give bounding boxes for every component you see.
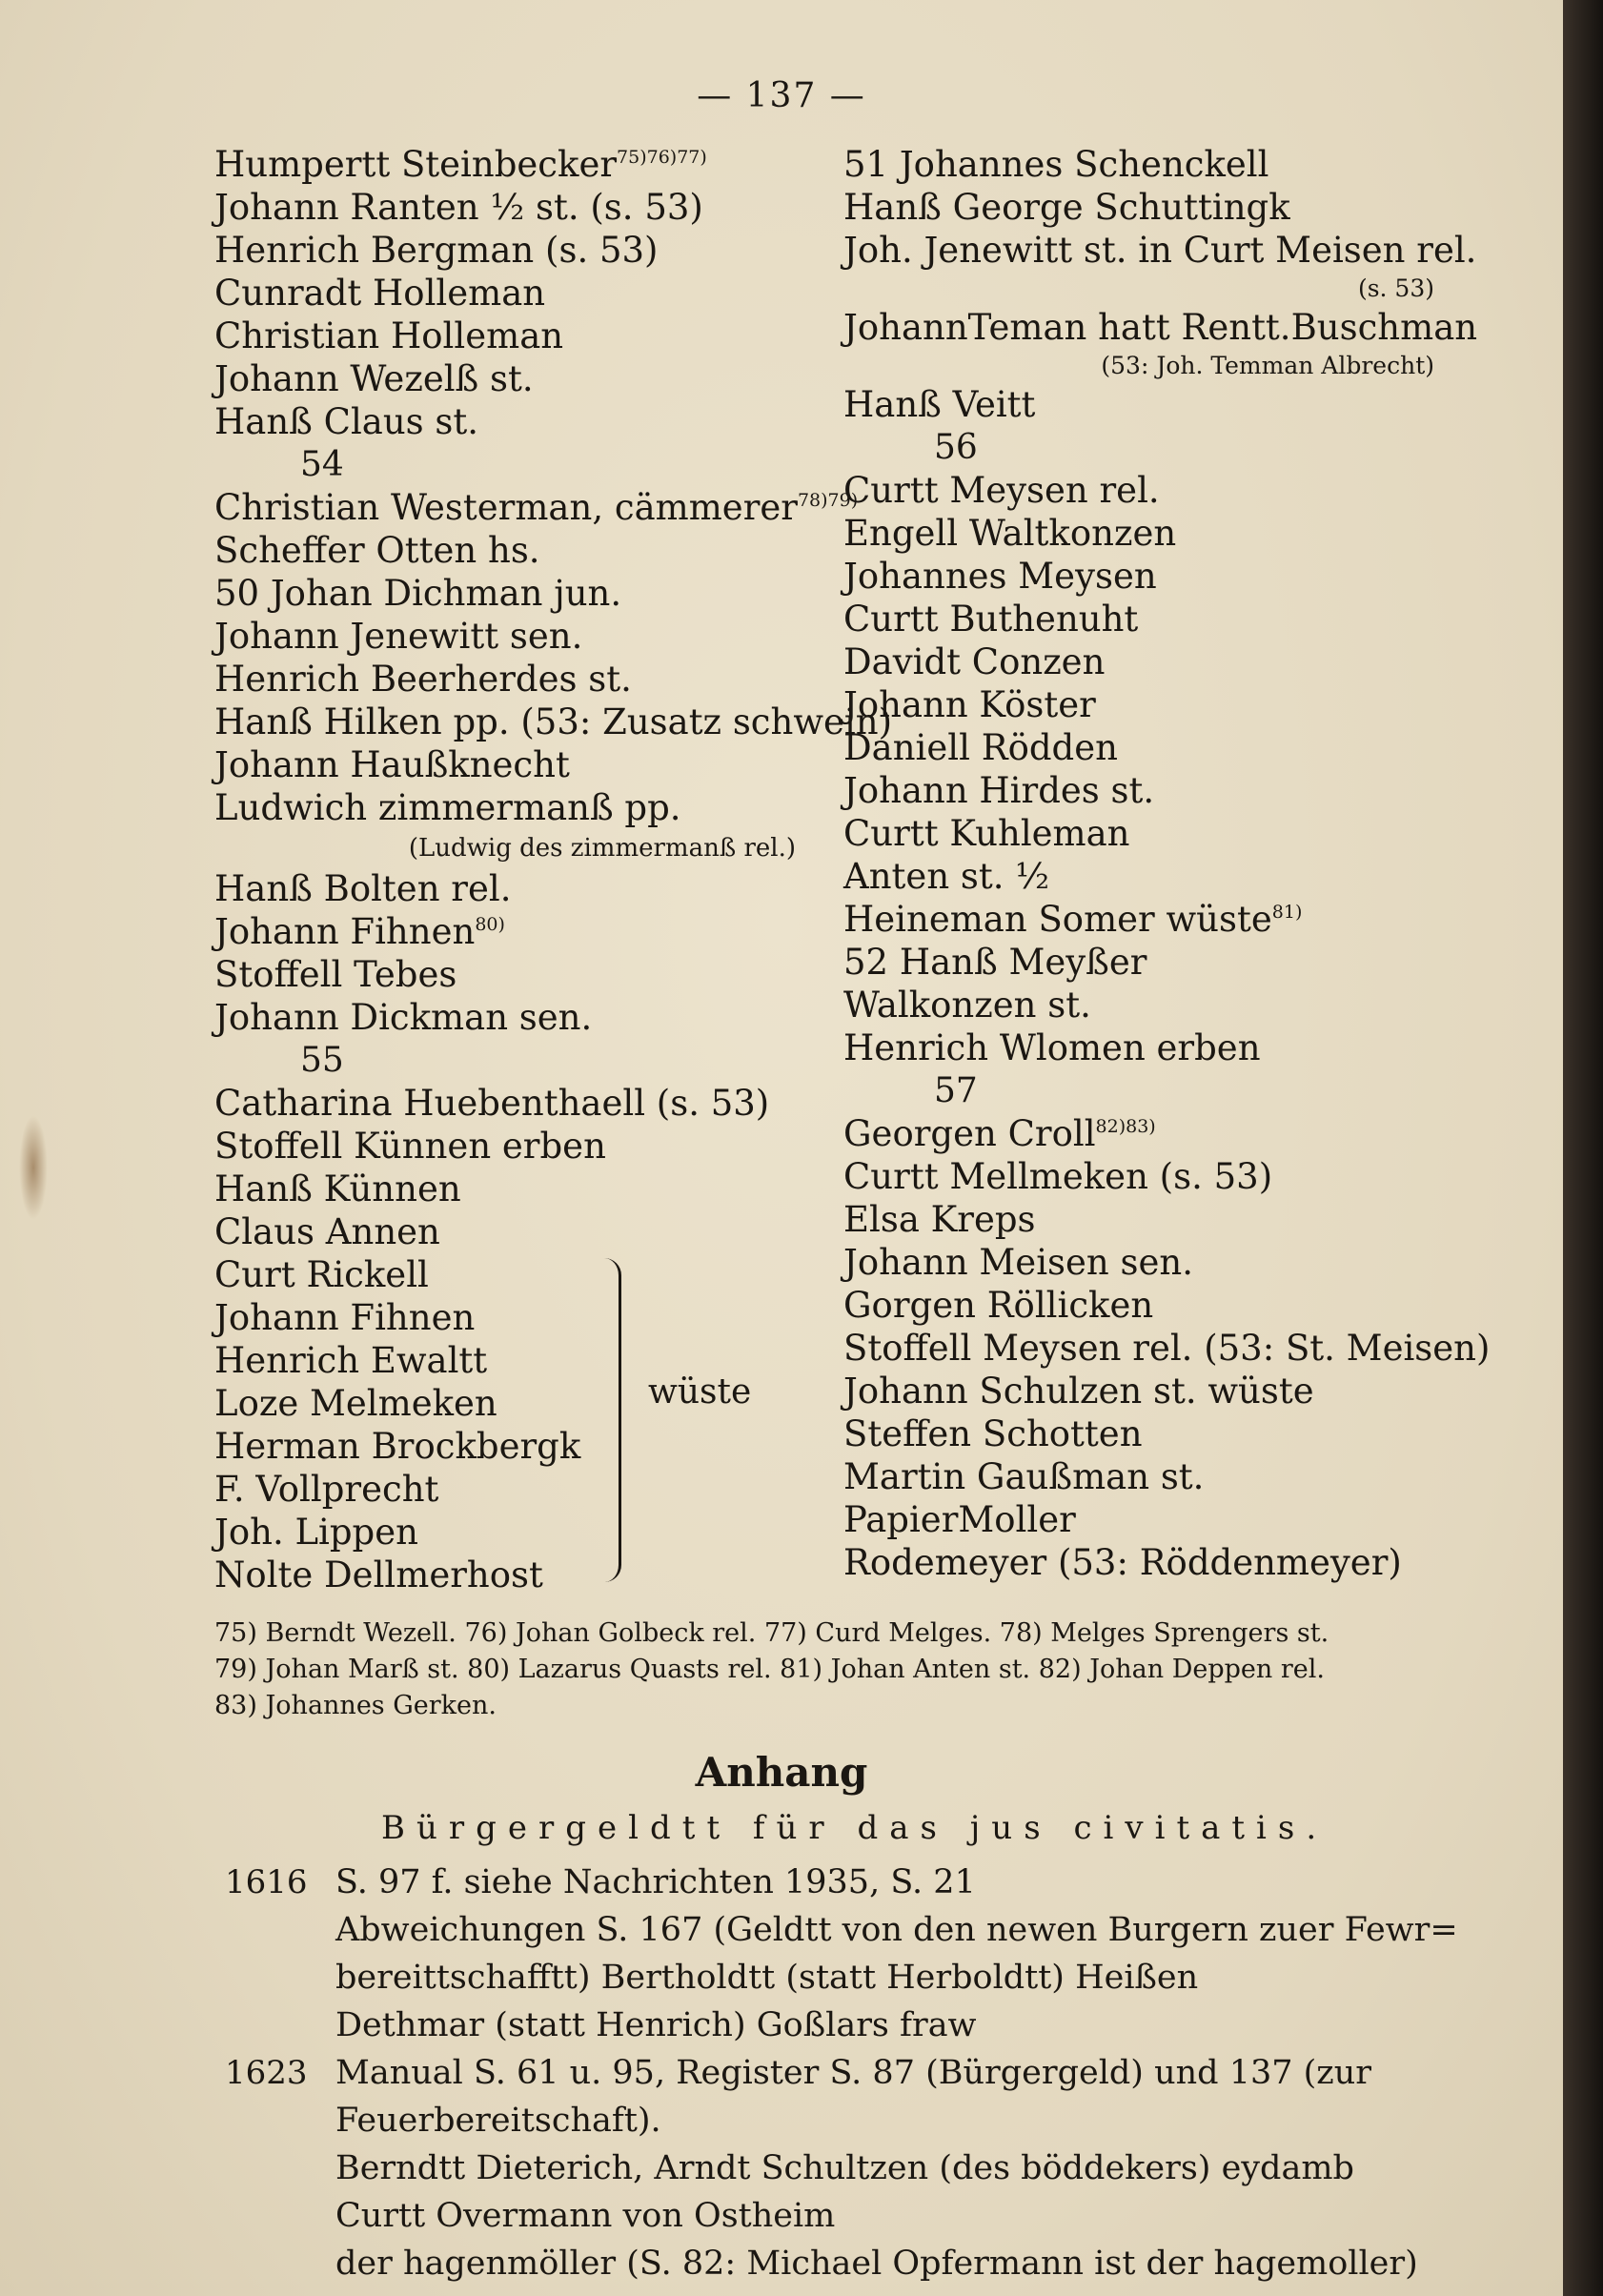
register-entry-text: Henrich Wlomen erben — [843, 1027, 1261, 1068]
register-entry — [214, 400, 815, 443]
register-entry — [214, 1210, 815, 1253]
footnote-line: 75) Berndt Wezell. 76) Johan Golbeck rel. 77) Curd Melges. 78) Melges Sprengers st. — [214, 1618, 1329, 1648]
register-entry — [214, 272, 815, 315]
register-entry-text: Stoffell Künnen erben — [214, 1126, 606, 1167]
register-entry-text: Johann Hirdes st. — [843, 770, 1155, 811]
register-entry-text: Christian Westerman, cämmerer — [214, 487, 798, 528]
register-entry — [214, 1168, 815, 1210]
register-entry — [843, 186, 1434, 229]
register-entry — [843, 726, 1434, 769]
register-entry — [214, 1253, 815, 1296]
register-entry — [214, 1039, 815, 1082]
register-entry-text: (53: Joh. Temman Albrecht) — [1101, 352, 1434, 379]
appendix-text: der hagenmöller (S. 82: Michael Opfermann ist der hagemoller) — [335, 2245, 1418, 2283]
appendix-line — [225, 1906, 1464, 1954]
register-entry — [843, 1155, 1434, 1198]
register-entry-text: Joh. Jenewitt st. in Curt Meisen rel. — [843, 230, 1477, 271]
register-entry — [214, 357, 815, 400]
register-entry-text: Nolte Dellmerhost — [214, 1554, 543, 1595]
register-entry-text: Henrich Ewaltt — [214, 1340, 488, 1381]
register-entry-text: Hanß George Schuttingk — [843, 187, 1290, 228]
appendix-line — [225, 1954, 1464, 2001]
register-entry-text: Anten st. ½ — [843, 856, 1050, 897]
appendix-text: Berndtt Dieterich, Arndt Schultzen (des böddekers) eydamb — [335, 2149, 1354, 2187]
page-stain — [19, 1115, 48, 1220]
register-entry — [214, 1468, 815, 1511]
register-entry-text: 52 Hanß Meyßer — [843, 942, 1147, 983]
appendix-title: Anhang — [695, 1749, 868, 1796]
appendix-line — [225, 2144, 1464, 2192]
footnote-ref: 78)79) — [797, 490, 859, 511]
register-entry-text: Johann Meisen sen. — [843, 1242, 1193, 1283]
footnote-ref: 75)76)77) — [617, 147, 707, 168]
register-entry-text: Johann Dickman sen. — [214, 997, 593, 1038]
appendix-text: Curtt Overmann von Ostheim — [335, 2197, 836, 2235]
register-entry — [843, 469, 1434, 512]
register-entry-text: F. Vollprecht — [214, 1469, 439, 1510]
register-entry-text: Steffen Schotten — [843, 1413, 1143, 1454]
register-entry — [214, 615, 815, 658]
footnote-line: 83) Johannes Gerken. — [214, 1691, 497, 1720]
register-entry-text: Christian Holleman — [214, 315, 564, 356]
register-entry-text: Johann Fihnen — [214, 1297, 476, 1338]
register-entry-text: (Ludwig des zimmermanß rel.) — [408, 834, 796, 863]
register-entry — [843, 812, 1434, 855]
register-entry — [214, 953, 815, 996]
register-entry — [843, 941, 1434, 984]
appendix-text: Dethmar (statt Henrich) Goßlars fraw — [335, 2006, 977, 2044]
appendix-line — [225, 2049, 1464, 2097]
register-entry — [843, 143, 1434, 186]
register-entry-text: Hanß Claus st. — [214, 401, 479, 442]
register-entry — [214, 658, 815, 701]
register-entry — [843, 272, 1434, 306]
footnote-line: 79) Johan Marß st. 80) Lazarus Quasts rel. 81) Johan Anten st. 82) Johan Deppen rel. — [214, 1655, 1325, 1684]
register-entry — [214, 1125, 815, 1168]
register-entry — [843, 1112, 1434, 1155]
register-entry-text: Johann Jenewitt sen. — [214, 616, 583, 657]
appendix-line — [225, 2097, 1464, 2144]
wueste-bracket — [598, 1258, 621, 1582]
register-entry — [843, 1241, 1434, 1284]
register-entry-text: Johann Wezelß st. — [214, 358, 534, 399]
footnote-ref: 80) — [475, 914, 505, 935]
register-entry-text: Johann Fihnen — [214, 911, 476, 952]
register-entry — [843, 1026, 1434, 1069]
register-entry-text: Curtt Buthenuht — [843, 599, 1139, 640]
register-entry — [843, 1284, 1434, 1327]
register-entry — [843, 1412, 1434, 1455]
register-entry — [214, 529, 815, 572]
register-entry-text: 55 — [300, 1041, 344, 1080]
register-entry — [214, 315, 815, 357]
register-entry-text: 56 — [934, 428, 978, 467]
register-entry-text: Heineman Somer wüste — [843, 899, 1272, 940]
register-entry — [214, 443, 815, 486]
register-entry — [214, 229, 815, 272]
register-entry-text: Gorgen Röllicken — [843, 1285, 1154, 1326]
appendix-text: Feuerbereitschaft). — [335, 2102, 661, 2140]
register-entry-text: Stoffell Tebes — [214, 954, 457, 995]
register-entry-text: Hanß Künnen — [214, 1168, 461, 1209]
register-entry — [214, 701, 893, 743]
book-edge — [1563, 0, 1603, 2296]
register-entry — [214, 786, 815, 829]
register-entry — [843, 683, 1434, 726]
register-entry-text: Herman Brockbergk — [214, 1426, 581, 1467]
appendix-year: 1616 — [225, 1863, 308, 1901]
register-entry — [843, 349, 1434, 383]
register-entry — [214, 486, 859, 529]
appendix-line — [225, 2240, 1464, 2287]
register-entry — [843, 1455, 1434, 1498]
appendix-line — [225, 1859, 1464, 1906]
register-entry — [214, 1511, 815, 1554]
register-entry — [214, 867, 815, 910]
register-entry-text: 57 — [934, 1071, 978, 1110]
register-entry — [843, 512, 1434, 555]
register-entry-text: Rodemeyer (53: Röddenmeyer) — [843, 1542, 1402, 1583]
register-entry — [843, 1370, 1434, 1412]
register-entry — [214, 743, 815, 786]
register-entry-text: 51 Johannes Schenckell — [843, 144, 1269, 185]
register-entry — [214, 186, 815, 229]
appendix-line — [225, 2192, 1464, 2240]
register-entry-text: Curtt Meysen rel. — [843, 470, 1160, 511]
register-entry — [843, 1198, 1434, 1241]
register-entry — [214, 572, 815, 615]
register-entry — [843, 898, 1434, 941]
register-entry-text: Hanß Veitt — [843, 384, 1036, 425]
wueste-label: wüste — [648, 1372, 752, 1412]
register-entry-text: Joh. Lippen — [214, 1512, 418, 1553]
register-entry-text: Ludwich zimmermanß pp. — [214, 787, 681, 828]
register-entry-text: 50 Johan Dichman jun. — [214, 573, 622, 614]
appendix-text: S. 97 f. siehe Nachrichten 1935, S. 21 — [335, 1863, 976, 1901]
appendix-body — [225, 1859, 1464, 2287]
register-entry-text: Curtt Mellmeken (s. 53) — [843, 1156, 1273, 1197]
footnotes — [214, 1615, 1434, 1724]
register-entry-text: Stoffell Meysen rel. (53: St. Meisen) — [843, 1328, 1491, 1369]
register-entry — [214, 1554, 815, 1596]
register-entry-text: PapierMoller — [843, 1499, 1076, 1540]
register-entry — [214, 1296, 815, 1339]
register-entry — [843, 1541, 1434, 1584]
register-entry-text: Catharina Huebenthaell (s. 53) — [214, 1083, 770, 1124]
register-entry-text: Johann Haußknecht — [214, 744, 570, 785]
footnote-ref: 82)83) — [1095, 1116, 1156, 1137]
right-column — [843, 143, 1491, 1584]
register-entry-text: Curt Rickell — [214, 1254, 429, 1295]
register-entry — [843, 855, 1434, 898]
register-entry-text: Davidt Conzen — [843, 641, 1106, 682]
register-entry-text: Hanß Bolten rel. — [214, 868, 512, 909]
register-entry-text: Loze Melmeken — [214, 1383, 497, 1424]
register-entry — [843, 984, 1434, 1026]
appendix-text: Manual S. 61 u. 95, Register S. 87 (Bürgergeld) und 137 (zur — [335, 2054, 1371, 2092]
appendix-subtitle: Bürgergeldtt für das jus civitatis. — [381, 1809, 1329, 1847]
register-entry-text: Daniell Rödden — [843, 727, 1118, 768]
register-entry-text: Johann Schulzen st. wüste — [843, 1371, 1314, 1412]
register-entry — [214, 829, 815, 867]
register-entry — [214, 910, 815, 953]
register-entry — [843, 383, 1434, 426]
register-entry-text: Hanß Hilken pp. (53: Zusatz schwein) — [214, 701, 893, 742]
appendix-line — [225, 2001, 1464, 2049]
register-entry — [843, 640, 1434, 683]
register-entry — [843, 426, 1434, 469]
register-entry — [843, 1069, 1434, 1112]
register-entry — [843, 1498, 1434, 1541]
appendix-text: Abweichungen S. 167 (Geldtt von den newen Burgern zuer Fewr= — [335, 1911, 1458, 1949]
register-entry-text: Georgen Croll — [843, 1113, 1096, 1154]
register-entry — [214, 1425, 815, 1468]
register-entry — [214, 996, 815, 1039]
register-entry-text: Johannes Meysen — [843, 556, 1157, 597]
register-entry — [214, 1082, 815, 1125]
register-entry-text: (s. 53) — [1357, 274, 1434, 302]
register-entry-text: Claus Annen — [214, 1211, 440, 1252]
register-entry-text: 54 — [300, 445, 344, 484]
register-entry-text: Walkonzen st. — [843, 985, 1091, 1026]
appendix-year: 1623 — [225, 2054, 308, 2092]
register-entry-text: Scheffer Otten hs. — [214, 530, 540, 571]
register-entry-text: Engell Waltkonzen — [843, 513, 1177, 554]
register-entry-text: Humpertt Steinbecker — [214, 144, 618, 185]
register-entry — [214, 143, 815, 186]
register-entry-text: Curtt Kuhleman — [843, 813, 1130, 854]
register-entry-text: Elsa Kreps — [843, 1199, 1036, 1240]
register-entry-text: Johann Köster — [843, 684, 1096, 725]
register-entry — [843, 1327, 1491, 1370]
register-entry-text: JohannTeman hatt Rentt.Buschman — [843, 307, 1478, 348]
register-entry-text: Johann Ranten ½ st. (s. 53) — [214, 187, 703, 228]
register-entry — [843, 769, 1434, 812]
appendix-text: bereittschafftt) Bertholdtt (statt Herboldtt) Heißen — [335, 1959, 1199, 1997]
register-entry-text: Henrich Beerherdes st. — [214, 659, 632, 700]
register-entry-text: Martin Gaußman st. — [843, 1456, 1205, 1497]
register-entry — [843, 598, 1434, 640]
register-entry-text: Cunradt Holleman — [214, 273, 546, 314]
register-entry — [843, 555, 1434, 598]
page-number: — 137 — — [697, 76, 866, 115]
register-entry — [843, 306, 1478, 349]
footnote-ref: 81) — [1271, 902, 1303, 923]
register-entry-text: Henrich Bergman (s. 53) — [214, 230, 659, 271]
register-entry — [843, 229, 1477, 272]
